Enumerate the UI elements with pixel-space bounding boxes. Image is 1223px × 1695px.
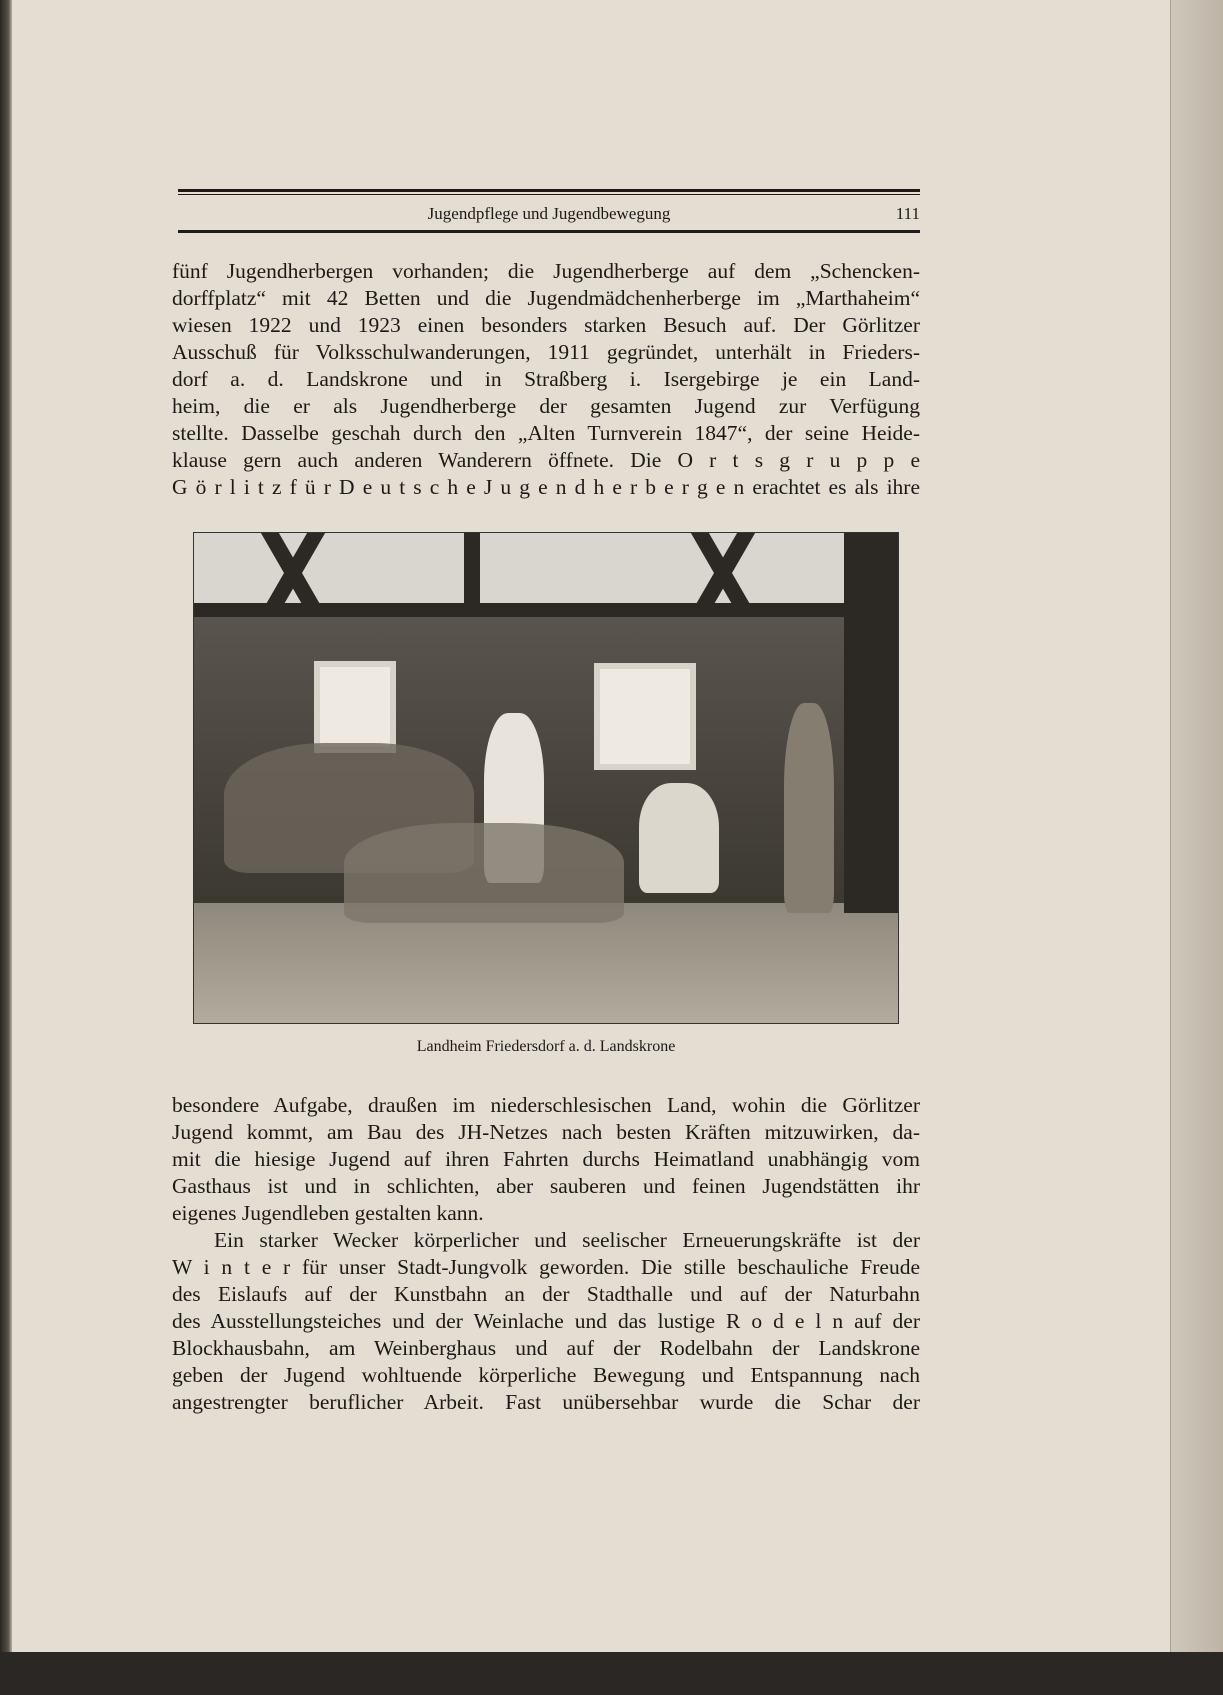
page-number: 111 (895, 204, 920, 223)
text-line: fünf Jugendherbergen vorhanden; die Jugendherberge auf dem „Schencken- (172, 259, 920, 283)
header-rule-top-thin (178, 194, 920, 195)
text-line: geben der Jugend wohltuende körperliche Bewegung und Entspannung nach (172, 1363, 920, 1387)
header-rule-top (178, 189, 920, 192)
scan-bottom-border (0, 1652, 1223, 1695)
running-head: Jugendpflege und Jugendbewegung (427, 204, 671, 223)
photograph-landheim (193, 532, 899, 1024)
text-line: des Eislaufs auf der Kunstbahn an der Stadthalle und auf der Naturbahn (172, 1282, 920, 1306)
figure-caption: Landheim Friedersdorf a. d. Landskrone (416, 1038, 676, 1055)
paragraph-1 (172, 258, 920, 501)
text-line: W i n t e r für unser Stadt-Jungvolk geworden. Die stille beschauliche Freude (172, 1255, 920, 1279)
text-line: Blockhausbahn, am Weinberghaus und auf der Rodelbahn der Landskrone (172, 1336, 920, 1360)
text-line: mit die hiesige Jugend auf ihren Fahrten durchs Heimatland unabhängig vom (172, 1147, 920, 1171)
text-line: wiesen 1922 und 1923 einen besonders starken Besuch auf. Der Görlitzer (172, 313, 920, 337)
text-line: stellte. Dasselbe geschah durch den „Alten Turnverein 1847“, der seine Heide- (172, 421, 920, 445)
text-line: Ein starker Wecker körperlicher und seelischer Erneuerungskräfte ist der (214, 1228, 920, 1252)
paragraph-2 (172, 1092, 920, 1227)
text-line: besondere Aufgabe, draußen im niederschlesischen Land, wohin die Görlitzer (172, 1093, 920, 1117)
text-line: angestrengter beruflicher Arbeit. Fast unübersehbar wurde die Schar der (172, 1390, 920, 1414)
text-line: dorf a. d. Landskrone und in Straßberg i. Isergebirge je ein Land- (172, 367, 920, 391)
header-rule-bottom (178, 230, 920, 233)
paragraph-3 (172, 1227, 920, 1416)
page-right-edge (1170, 0, 1223, 1652)
text-line: Gasthaus ist und in schlichten, aber sauberen und feinen Jugendstätten ihr (172, 1174, 920, 1198)
text-line: Ausschuß für Volksschulwanderungen, 1911 gegründet, unterhält in Frieders- (172, 340, 920, 364)
text-line: eigenes Jugendleben gestalten kann. (172, 1201, 484, 1225)
text-line: Jugend kommt, am Bau des JH-Netzes nach besten Kräften mitzuwirken, da- (172, 1120, 920, 1144)
text-line: klause gern auch anderen Wanderern öffnete. Die O r t s g r u p p e (172, 448, 920, 472)
text-line: heim, die er als Jugendherberge der gesamten Jugend zur Verfügung (172, 394, 920, 418)
text-line: G ö r l i t z f ü r D e u t s c h e J u g e n d h e r b e r g e n erachtet es als ihre (172, 475, 920, 499)
text-line: dorffplatz“ mit 42 Betten und die Jugendmädchenherberge im „Marthaheim“ (172, 286, 920, 310)
book-binding-edge (0, 0, 12, 1695)
text-line: des Ausstellungsteiches und der Weinlache und das lustige R o d e l n auf der (172, 1309, 920, 1333)
